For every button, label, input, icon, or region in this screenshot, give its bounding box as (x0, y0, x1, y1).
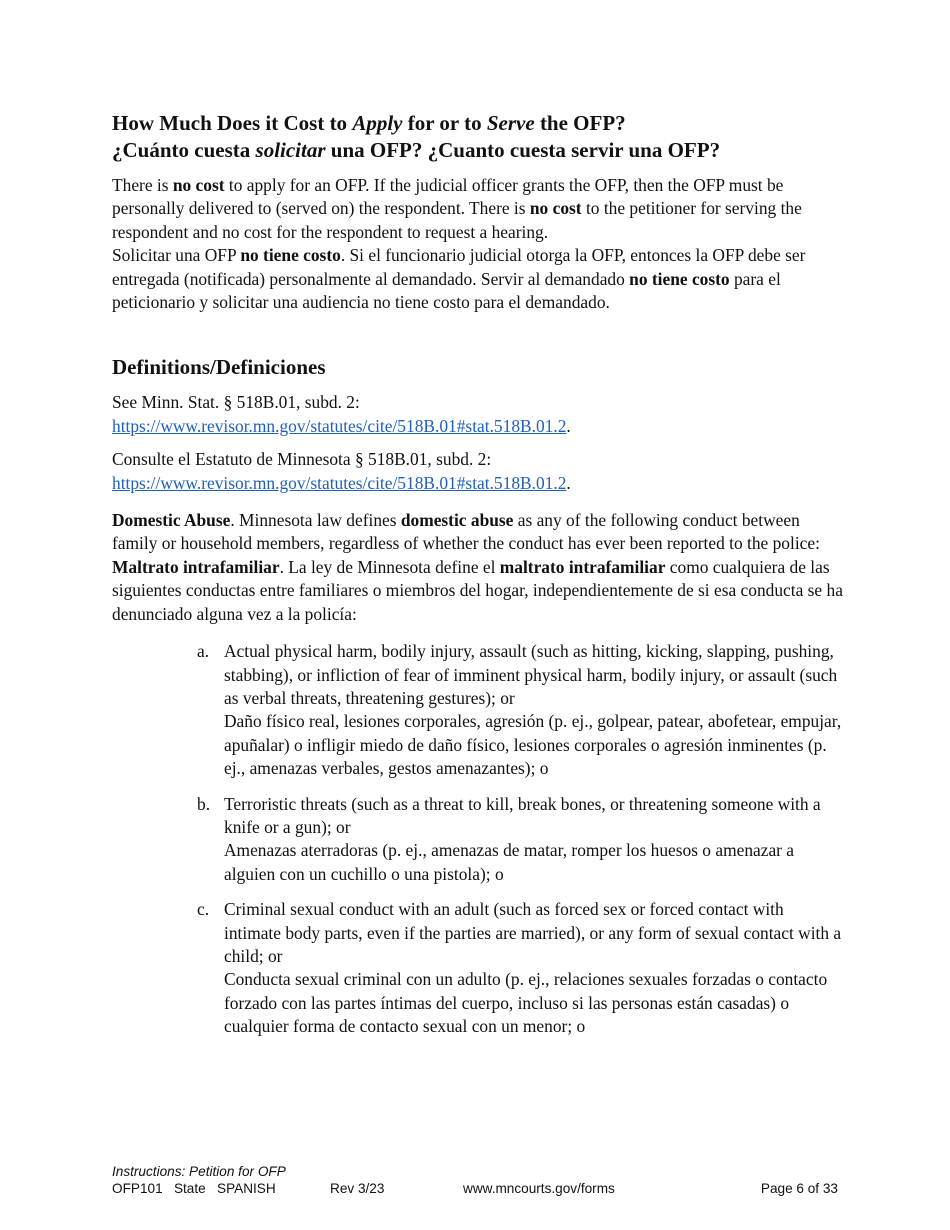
statute-link-es[interactable]: https://www.revisor.mn.gov/statutes/cite/518B.01#stat.518B.01.2 (112, 472, 567, 493)
list-marker: b. (197, 793, 211, 814)
domestic-abuse-definition-es: Maltrato intrafamiliar. La ley de Minnesota define el maltrato intrafamiliar como cualquiera de las siguientes conductas entre familiares o miembros del hogar, independientemente de si esa conducta se ha denunciado alguna vez a la policía: (112, 556, 843, 624)
list-marker: c. (197, 899, 210, 920)
conduct-list (197, 640, 844, 1039)
list-item (197, 793, 844, 887)
cost-heading-es: ¿Cuánto cuesta solicitar una OFP? ¿Cuanto cuesta servir una OFP? (112, 138, 721, 162)
cost-heading-en: How Much Does it Cost to Apply for or to Serve the OFP? (112, 111, 626, 135)
cost-paragraph-en: There is no cost to apply for an OFP. If the judicial officer grants the OFP, then the OFP must be personally delivered to (served on) the respondent. There is no cost to the petitioner for serving the respondent and no cost for the respondent to request a hearing. (112, 175, 802, 242)
page-content (112, 110, 844, 1051)
page-footer (112, 1163, 838, 1197)
footer-title: Instructions: Petition for OFP (112, 1164, 286, 1179)
list-marker: a. (197, 641, 210, 662)
list-item-text-es: Amenazas aterradoras (p. ej., amenazas de matar, romper los huesos o amenazar a alguien con un cuchillo o una pistola); o (224, 840, 795, 884)
list-item-text-en: Actual physical harm, bodily injury, assault (such as hitting, kicking, slapping, pushing, stabbing), or infliction of fear of imminent physical harm, bodily injury, or assault (such as verbal threats, threatening gestures); or (224, 641, 838, 708)
list-item (197, 640, 844, 780)
statute-reference-es: Consulte el Estatuto de Minnesota § 518B.01, subd. 2: https://www.revisor.mn.gov/statutes/cite/518B.01#stat.518B.01.2. (112, 449, 571, 493)
cost-paragraph-es: Solicitar una OFP no tiene costo. Si el funcionario judicial otorga la OFP, entonces la OFP debe ser entregada (notificada) personalmente al demandado. Servir al demandado no tiene costo para el peticionario y solicitar una audiencia no tiene costo para el demandado. (112, 245, 806, 313)
statute-reference-en: See Minn. Stat. § 518B.01, subd. 2: https://www.revisor.mn.gov/statutes/cite/518B.01#stat.518B.01.2. (112, 392, 571, 436)
list-item-text-en: Criminal sexual conduct with an adult (such as forced sex or forced contact with intimate body parts, even if the parties are married), or any form of sexual contact with a child; or (224, 899, 842, 966)
list-item-text-en: Terroristic threats (such as a threat to kill, break bones, or threatening someone with a knife or a gun); or (224, 793, 821, 837)
definitions-heading: Definitions/Definiciones (112, 355, 326, 380)
footer-row (112, 1180, 838, 1197)
footer-form-code: OFP101 State SPANISH (112, 1181, 276, 1196)
domestic-abuse-definition-en: Domestic Abuse. Minnesota law defines domestic abuse as any of the following conduct between family or household members, regardless of whether the conduct has ever been reported to the police: (112, 510, 820, 554)
list-item (197, 898, 844, 1038)
list-item-text-es: Conducta sexual criminal con un adulto (p. ej., relaciones sexuales forzadas o contacto forzado con las partes íntimas del cuerpo, incluso si las personas están casadas) o cualquier forma de contacto sexual con un menor; o (224, 969, 828, 1037)
statute-link-en[interactable]: https://www.revisor.mn.gov/statutes/cite/518B.01#stat.518B.01.2 (112, 415, 567, 436)
list-item-text-es: Daño físico real, lesiones corporales, agresión (p. ej., golpear, patear, abofetear, empujar, apuñalar) o infligir miedo de daño físico, lesiones corporales o agresión inminentes (p. ej., amenazas verbales, gestos amenazantes); o (224, 711, 842, 779)
footer-url: www.mncourts.gov/forms (463, 1181, 615, 1196)
footer-page-number: Page 6 of 33 (760, 1181, 838, 1196)
footer-revision: Rev 3/23 (330, 1181, 385, 1196)
